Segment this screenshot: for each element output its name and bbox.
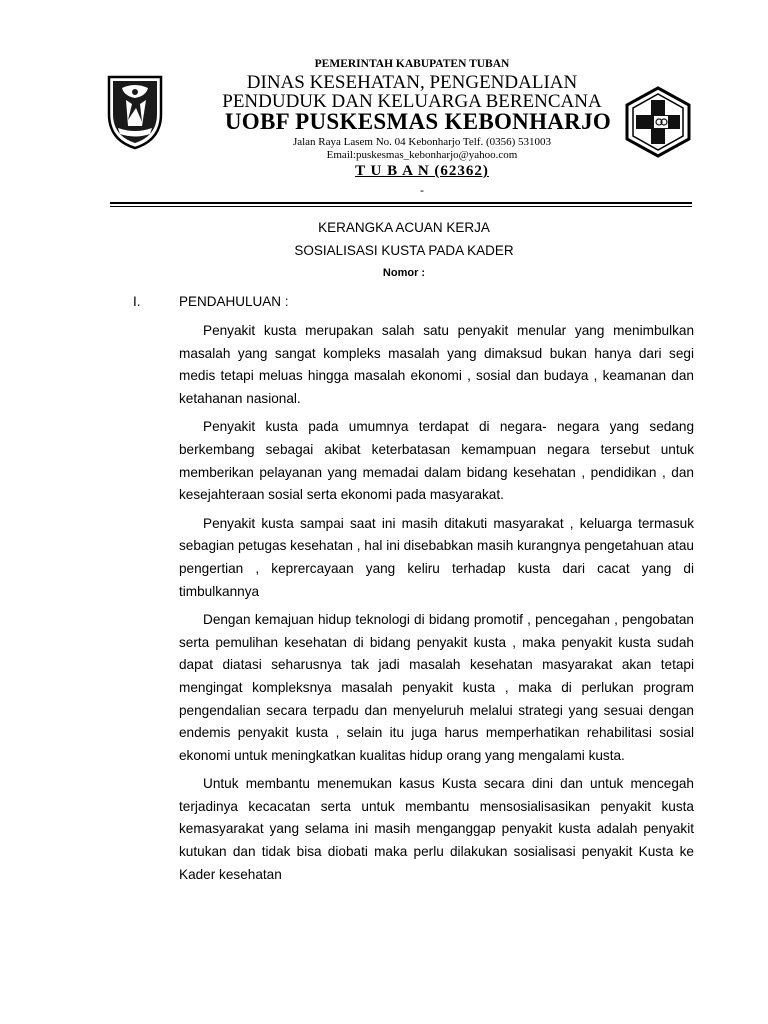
facility-name: UOBF PUSKESMAS KEBONHARJO xyxy=(224,109,612,134)
facility-email: Email:puskesmas_kebonharjo@yahoo.com xyxy=(326,149,518,161)
facility-address: Jalan Raya Lasem No. 04 Kebonharjo Telf. (0356) 531003 xyxy=(292,136,552,148)
paragraph: Penyakit kusta pada umumnya terdapat di negara- negara yang sedang berkembang sebagai akibat keterbatasan kemampuan negara tersebut untuk memberikan pelayanan yang memadai dalam bidang kesehatan , pendidikan , dan kesejahteraan sosial serta ekonomi pada masyarakat. xyxy=(179,419,694,503)
letterhead-rule-thin xyxy=(110,206,692,207)
paragraph: Untuk membantu menemukan kasus Kusta secara dini dan untuk mencegah terjadinya kecacatan serta untuk membantu mensosialisasikan penyakit kusta kemasyarakat yang selama ini masih menganggap penyakit kusta adalah penyakit kutukan dan tidak bisa diobati maka perlu dilakukan sosialisasi penyakit Kusta ke Kader kesehatan xyxy=(179,776,694,882)
section-title: PENDAHULUAN : xyxy=(179,294,289,309)
letterhead xyxy=(0,0,768,210)
paragraph: Penyakit kusta merupakan salah satu penyakit menular yang menimbulkan masalah yang sangat kompleks masalah yang dimaksud bukan hanya dari segi medis tetapi meluas hingga masalah ekonomi , sosial dan budaya , keamanan dan ketahanan nasional. xyxy=(179,323,694,406)
city-postcode: T U B A N (62362) xyxy=(355,163,489,179)
puskesmas-cross-hexagon-icon xyxy=(624,86,692,158)
paragraph: Penyakit kusta sampai saat ini masih ditakuti masyarakat , keluarga termasuk sebagian petugas kesehatan , hal ini disebabkan masih kurangnya pengetahuan atau pengertian , keprercayaan yang keliru terhadap kusta dari cacat yang di timbulkannya xyxy=(179,515,694,599)
document-number-label: Nomor : xyxy=(382,267,426,279)
section-number: I. xyxy=(133,294,141,309)
document-title: KERANGKA ACUAN KERJA xyxy=(318,220,490,235)
government-name: PEMERINTAH KABUPATEN TUBAN xyxy=(314,58,510,70)
letterhead-dash: - xyxy=(420,183,424,197)
agency-name-line1: DINAS KESEHATAN, PENGENDALIAN xyxy=(246,72,578,93)
letterhead-rule-thick xyxy=(110,202,692,204)
document-subtitle: SOSIALISASI KUSTA PADA KADER xyxy=(294,243,514,258)
agency-name-line2: PENDUDUK DAN KELUARGA BERENCANA xyxy=(222,91,602,112)
section-body xyxy=(179,320,694,892)
paragraph: Dengan kemajuan hidup teknologi di bidang promotif , pencegahan , pengobatan serta pemulihan kesehatan di bidang penyakit kusta , maka penyakit kusta sudah dapat diatasi seharusnya tak jadi masalah kesehatan masyarakat akan tetapi mengingat kompleksnya masalah penyakit kusta , maka di perlukan program pengendalian secara terpadu dan menyeluruh melalui strategi yang sesuai dengan endemis penyakit kusta , selain itu juga harus memperhatikan rehabilitasi sosial ekonomi untuk meningkatkan kualitas hidup orang yang mengalami kusta. xyxy=(179,612,694,763)
